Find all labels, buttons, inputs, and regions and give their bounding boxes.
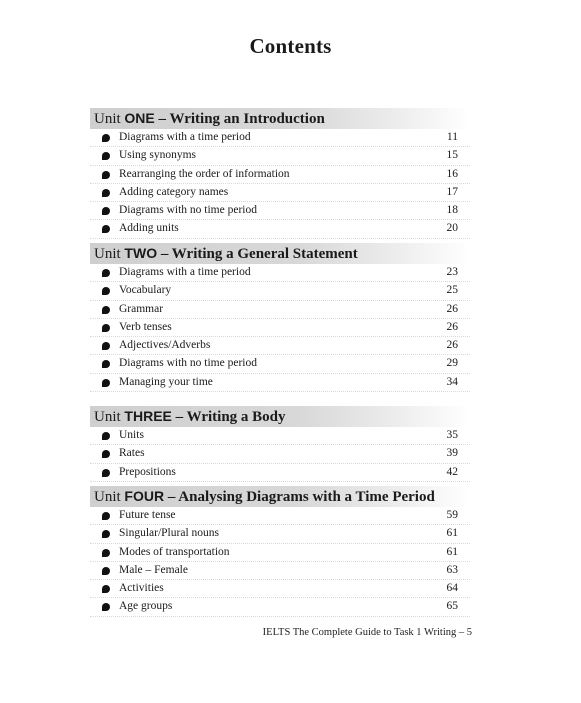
entry-label: Using synonyms	[119, 149, 196, 162]
bullet-icon	[102, 360, 110, 368]
bullet-icon	[102, 432, 110, 440]
contents-entry	[90, 337, 470, 355]
contents-entry	[90, 507, 470, 525]
entry-page-number: 64	[446, 582, 458, 595]
contents-entry	[90, 544, 470, 562]
contents-entry	[90, 129, 470, 147]
bullet-icon	[102, 549, 110, 557]
entry-label: Units	[119, 429, 144, 441]
entry-page-number: 61	[446, 545, 458, 558]
bullet-icon	[102, 189, 110, 197]
entry-page-number: 25	[446, 284, 458, 297]
contents-entry	[90, 147, 470, 165]
unit-title: – Writing a General Statement	[160, 246, 358, 262]
entry-page-number: 29	[446, 357, 458, 370]
entry-label: Verb tenses	[119, 320, 172, 333]
contents-entry	[90, 598, 470, 616]
unit-section	[90, 486, 470, 617]
unit-header	[90, 243, 470, 264]
entry-page-number: 23	[446, 266, 458, 278]
contents-entry	[90, 220, 470, 238]
bullet-icon	[102, 269, 110, 277]
bullet-icon	[102, 450, 110, 458]
unit-word: Unit	[94, 246, 121, 262]
unit-num: ONE	[124, 110, 155, 126]
entry-page-number: 20	[446, 222, 458, 235]
contents-entry	[90, 562, 470, 580]
entry-page-number: 11	[446, 131, 458, 143]
entry-label: Adding units	[119, 222, 179, 235]
entry-page-number: 16	[446, 167, 458, 180]
entry-page-number: 59	[446, 509, 458, 521]
unit-word: Unit	[94, 489, 121, 505]
bullet-icon	[102, 207, 110, 215]
contents-entry	[90, 282, 470, 300]
entry-page-number: 34	[446, 375, 458, 388]
bullet-icon	[102, 324, 110, 332]
entry-label: Rearranging the order of information	[119, 167, 290, 180]
contents-entry	[90, 374, 470, 392]
unit-title: – Analysing Diagrams with a Time Period	[167, 489, 435, 505]
bullet-icon	[102, 585, 110, 593]
contents-entry	[90, 580, 470, 598]
entry-page-number: 17	[446, 185, 458, 198]
entry-label: Diagrams with no time period	[119, 357, 257, 370]
unit-num: THREE	[124, 408, 172, 424]
unit-word: Unit	[94, 111, 121, 127]
bullet-icon	[102, 530, 110, 538]
unit-title: – Writing an Introduction	[158, 111, 325, 127]
bullet-icon	[102, 306, 110, 314]
contents-entry	[90, 445, 470, 463]
contents-entry	[90, 355, 470, 373]
unit-header	[90, 108, 470, 129]
unit-word: Unit	[94, 409, 121, 425]
bullet-icon	[102, 469, 110, 477]
unit-num: FOUR	[124, 488, 165, 504]
bullet-icon	[102, 287, 110, 295]
page-footer: IELTS The Complete Guide to Task 1 Writing – 5	[262, 627, 472, 638]
bullet-icon	[102, 171, 110, 179]
entry-label: Male – Female	[119, 563, 188, 576]
entry-label: Grammar	[119, 302, 164, 315]
contents-list	[90, 129, 470, 239]
entry-label: Diagrams with a time period	[119, 266, 251, 278]
entry-label: Diagrams with no time period	[119, 204, 257, 217]
entry-page-number: 65	[446, 600, 458, 613]
entry-page-number: 42	[446, 465, 458, 478]
page-title: Contents	[249, 34, 332, 58]
entry-page-number: 18	[446, 204, 458, 217]
contents-entry	[90, 427, 470, 445]
unit-section	[90, 406, 470, 482]
entry-label: Adding category names	[119, 185, 229, 198]
entry-page-number: 26	[446, 320, 458, 333]
contents-entry	[90, 166, 470, 184]
unit-section	[90, 108, 470, 239]
contents-list	[90, 507, 470, 617]
entry-label: Future tense	[119, 509, 176, 521]
bullet-icon	[102, 342, 110, 350]
entry-label: Managing your time	[119, 375, 213, 388]
entry-label: Activities	[119, 582, 164, 595]
entry-page-number: 15	[446, 149, 458, 162]
unit-num: TWO	[124, 245, 158, 261]
entry-page-number: 26	[446, 302, 458, 315]
entry-page-number: 61	[446, 527, 458, 540]
entry-label: Rates	[119, 447, 145, 460]
unit-header	[90, 486, 470, 507]
entry-label: Modes of transportation	[119, 545, 230, 558]
entry-page-number: 63	[446, 563, 458, 576]
contents-entry	[90, 319, 470, 337]
entry-label: Adjectives/Adverbs	[119, 339, 211, 352]
entry-page-number: 39	[446, 447, 458, 460]
contents-entry	[90, 264, 470, 282]
bullet-icon	[102, 379, 110, 387]
entry-page-number: 26	[446, 339, 458, 352]
bullet-icon	[102, 134, 110, 142]
entry-label: Prepositions	[119, 465, 176, 478]
contents-list	[90, 427, 470, 482]
entry-label: Age groups	[119, 600, 173, 613]
bullet-icon	[102, 152, 110, 160]
entry-label: Singular/Plural nouns	[119, 527, 219, 540]
bullet-icon	[102, 567, 110, 575]
contents-entry	[90, 301, 470, 319]
contents-entry	[90, 184, 470, 202]
entry-label: Vocabulary	[119, 284, 172, 297]
contents-entry	[90, 202, 470, 220]
entry-page-number: 35	[446, 429, 458, 441]
bullet-icon	[102, 603, 110, 611]
entry-label: Diagrams with a time period	[119, 131, 251, 143]
bullet-icon	[102, 512, 110, 520]
bullet-icon	[102, 225, 110, 233]
contents-list	[90, 264, 470, 392]
contents-entry	[90, 525, 470, 543]
unit-header	[90, 406, 470, 427]
unit-section	[90, 243, 470, 392]
contents-entry	[90, 464, 470, 482]
unit-title: – Writing a Body	[175, 409, 286, 425]
